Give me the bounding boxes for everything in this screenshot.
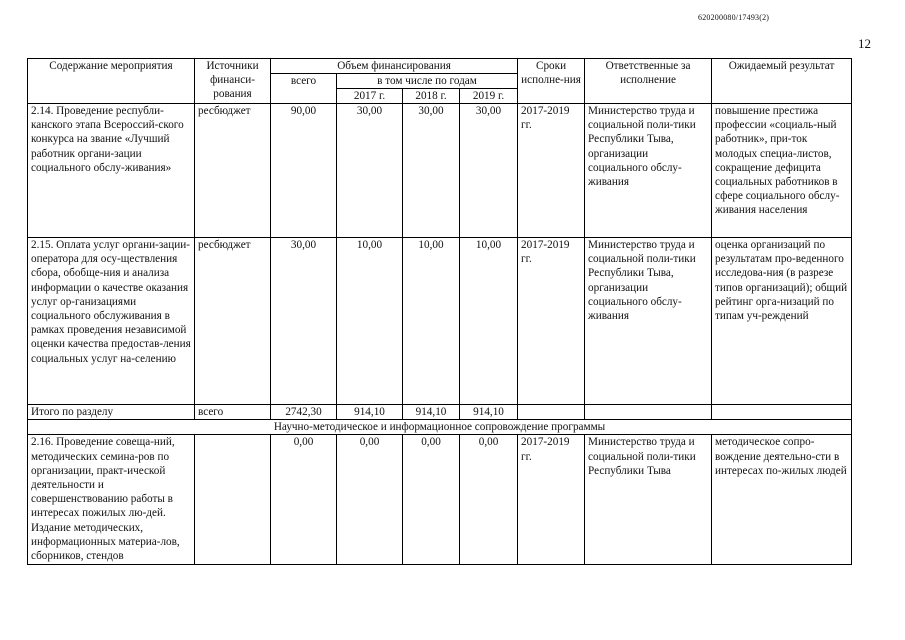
header-total: всего xyxy=(271,74,337,104)
page-number: 12 xyxy=(858,36,871,51)
row-expected: методическое сопро-вождение деятельно-сти в интересах по-жилых людей xyxy=(712,435,852,565)
row-responsible: Министерство труда и социальной поли-тики Республики Тыва, организации социального обслу-живания xyxy=(585,104,712,238)
row-total: 0,00 xyxy=(271,435,337,565)
row-terms: 2017-2019 гг. xyxy=(518,435,585,565)
header-year-2017: 2017 г. xyxy=(337,89,403,104)
row-2017: 0,00 xyxy=(337,435,403,565)
total-2018: 914,10 xyxy=(403,405,460,420)
header-by-years: в том числе по годам xyxy=(337,74,518,89)
row-total: 90,00 xyxy=(271,104,337,238)
row-2017: 10,00 xyxy=(337,238,403,405)
row-2018: 0,00 xyxy=(403,435,460,565)
row-expected: оценка организаций по результатам про-веденного исследова-ния (в разрезе типов организаций); общий рейтинг орга-низаций по типам уч-реждений xyxy=(712,238,852,405)
program-table xyxy=(27,58,852,565)
row-2019: 30,00 xyxy=(460,104,518,238)
section-title: Научно-методическое и информационное сопровождение программы xyxy=(28,420,852,435)
total-expected xyxy=(712,405,852,420)
total-label: Итого по разделу xyxy=(28,405,195,420)
row-content: 2.14. Проведение республи-канского этапа Всероссий-ского конкурса на звание «Лучший работник органи-зации социального обслу-живания» xyxy=(28,104,195,238)
row-terms: 2017-2019 гг. xyxy=(518,104,585,238)
total-terms xyxy=(518,405,585,420)
table-row xyxy=(28,435,852,565)
row-source: ресбюджет xyxy=(195,104,271,238)
table-row xyxy=(28,238,852,405)
total-responsible xyxy=(585,405,712,420)
total-2019: 914,10 xyxy=(460,405,518,420)
total-sum: 2742,30 xyxy=(271,405,337,420)
row-terms: 2017-2019 гг. xyxy=(518,238,585,405)
row-content: 2.16. Проведение совеща-ний, методических семина-ров по организации, практ-ической деятельности и совершенствованию работы в интересах пожилых лю-дей. Издание методических, информационных материа-лов, сборников, стендов xyxy=(28,435,195,565)
row-responsible: Министерство труда и социальной поли-тики Республики Тыва xyxy=(585,435,712,565)
header-year-2019: 2019 г. xyxy=(460,89,518,104)
total-row xyxy=(28,405,852,420)
header-year-2018: 2018 г. xyxy=(403,89,460,104)
row-2018: 30,00 xyxy=(403,104,460,238)
row-source: ресбюджет xyxy=(195,238,271,405)
header-content: Содержание мероприятия xyxy=(28,59,195,104)
row-2018: 10,00 xyxy=(403,238,460,405)
document-id: 620200080/17493(2) xyxy=(698,13,770,22)
header-sources: Источники финанси-рования xyxy=(195,59,271,104)
row-2017: 30,00 xyxy=(337,104,403,238)
row-total: 30,00 xyxy=(271,238,337,405)
table-row xyxy=(28,104,852,238)
row-responsible: Министерство труда и социальной поли-тики Республики Тыва, организации социального обслу-живания xyxy=(585,238,712,405)
total-source: всего xyxy=(195,405,271,420)
header-financing: Объем финансирования xyxy=(271,59,518,74)
total-2017: 914,10 xyxy=(337,405,403,420)
row-2019: 0,00 xyxy=(460,435,518,565)
row-content: 2.15. Оплата услуг органи-зации- оператора для осу-ществления сбора, обобще-ния и анализа информации о качестве оказания услуг ор-ганизациями социального обслуживания в рамках проведения независимой оценки качества предостав-ления социальных услуг на-селению xyxy=(28,238,195,405)
row-source xyxy=(195,435,271,565)
section-row xyxy=(28,420,852,435)
row-2019: 10,00 xyxy=(460,238,518,405)
row-expected: повышение престижа профессии «социаль-ный работник», при-ток молодых специа-листов, сокращение дефицита социальных работников в сфере социального обслу-живания населения xyxy=(712,104,852,238)
header-expected: Ожидаемый результат xyxy=(712,59,852,104)
header-responsible: Ответственные за исполнение xyxy=(585,59,712,104)
header-terms: Сроки исполне-ния xyxy=(518,59,585,104)
